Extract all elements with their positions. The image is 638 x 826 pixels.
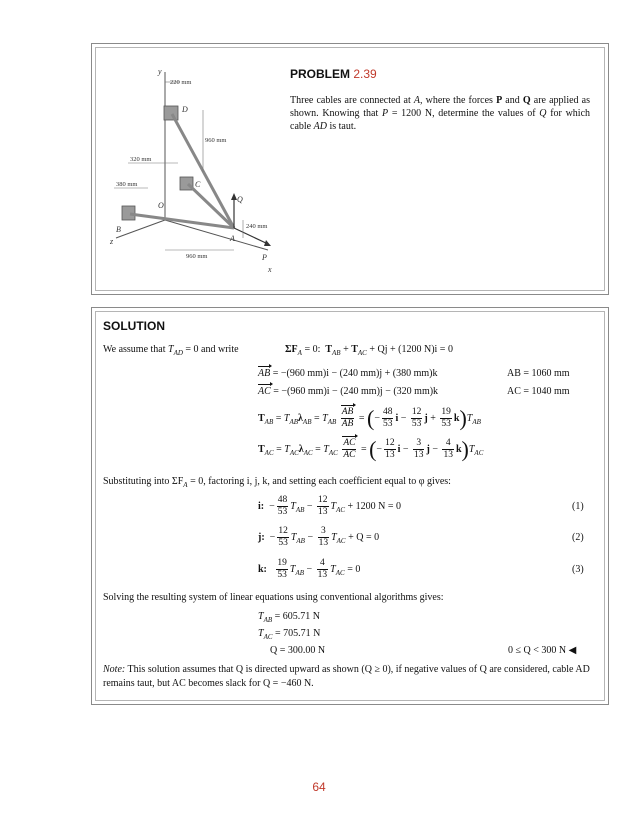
problem-statement: Three cables are connected at A, where the forces P and Q are applied as shown. Knowing that P = 1200 N, determine the values of Q for which cable AD is taut.	[290, 95, 591, 132]
label-B: B	[116, 225, 121, 234]
equation-number-1: (1)	[572, 501, 584, 512]
dim-320: 320 mm	[130, 156, 152, 163]
equation-number-2: (2)	[572, 532, 584, 543]
result-TAB: $T_{AB} = 605.71$ N	[258, 611, 320, 624]
length-AC: AC = 1040 mm	[507, 386, 570, 397]
cable-figure	[108, 60, 288, 280]
problem-heading	[290, 67, 377, 81]
equation-j: j: − $\frac{12}{53}$ $T_{AB}$ − $\frac{3}{13}$ $T_{AC} + Q = 0$	[258, 526, 380, 549]
result-TAC: $T_{AC} = 705.71$ N	[258, 628, 321, 641]
vector-AB: AB = −(960 mm)i − (240 mm)j + (380 mm)k	[258, 368, 438, 379]
cable-AB	[130, 214, 234, 228]
problem-heading-label: PROBLEM	[290, 67, 350, 81]
tension-AC-expression: $T_{AC} = T_{AC}\lambda_{AC} = T_{AC}$ $\frac{AC}{AC}$ = (− $\frac{12}{13}$ i − $\frac{3}{13}$ j − $\frac{4}{13}$ $k)T_{AC}$	[258, 436, 484, 462]
dim-960-horizontal: 960 mm	[186, 253, 208, 260]
force-P-head	[264, 240, 271, 246]
assumption-line: We assume that $T_{AD} = 0$ and write	[103, 344, 239, 357]
solving-line: Solving the resulting system of linear equations using conventional algorithms gives:	[103, 592, 444, 603]
vector-AC: AC = −(960 mm)i − (240 mm)j − (320 mm)k	[258, 386, 439, 397]
solution-heading: SOLUTION	[103, 319, 165, 333]
label-z: z	[110, 237, 114, 246]
label-y: y	[158, 67, 162, 76]
equation-i: i: − $\frac{48}{53}$ $T_{AB}$ − $\frac{12}{13}$ $T_{AC} + 1200$ N = 0	[258, 495, 402, 518]
label-Q: Q	[237, 195, 243, 204]
equation-k: k: $\frac{19}{53}$ $T_{AB}$ − $\frac{4}{13}$ $T_{AC} = 0$	[258, 558, 361, 581]
equilibrium-equation: $\Sigma F_A = 0$: $T_{AB} + T_{AC} + Qj + (1200$ N)i = 0	[285, 344, 453, 357]
tension-AB-expression: $T_{AB} = T_{AB}\lambda_{AB} = T_{AB}$ $\frac{AB}{AB}$ = (− $\frac{48}{53}$ i − $\frac{12}{53}$ j + $\frac{19}{53}$ $k)T_{AB}$	[258, 405, 481, 431]
label-P: P	[262, 253, 267, 262]
label-C: C	[195, 180, 201, 189]
z-axis	[116, 220, 165, 238]
equation-number-3: (3)	[572, 564, 584, 575]
length-AB: AB = 1060 mm	[507, 368, 570, 379]
page-number: 64	[312, 780, 326, 794]
result-Q: Q = 300.00 N	[270, 645, 326, 656]
solution-note: Note: This solution assumes that Q is directed upward as shown (Q ≥ 0), if negative values of Q are considered, cable AD remains taut, but AC becomes slack for Q = −460 N.	[103, 664, 590, 689]
label-O: O	[158, 201, 164, 210]
substitution-line: Substituting into $\Sigma F_A = 0$, factoring i, j, k, and setting each coefficient equal to φ gives:	[103, 476, 451, 489]
dim-380: 380 mm	[116, 181, 138, 188]
label-D: D	[182, 105, 188, 114]
label-A: A	[230, 234, 235, 243]
final-answer: 0 ≤ Q < 300 N ◀	[508, 645, 577, 656]
dim-960-vertical: 960 mm	[205, 137, 227, 144]
dim-220: 220 mm	[170, 79, 192, 86]
problem-number: 2.39	[353, 67, 377, 81]
dim-240: 240 mm	[246, 223, 268, 230]
bracket-D	[164, 106, 178, 120]
label-x: x	[268, 265, 272, 274]
